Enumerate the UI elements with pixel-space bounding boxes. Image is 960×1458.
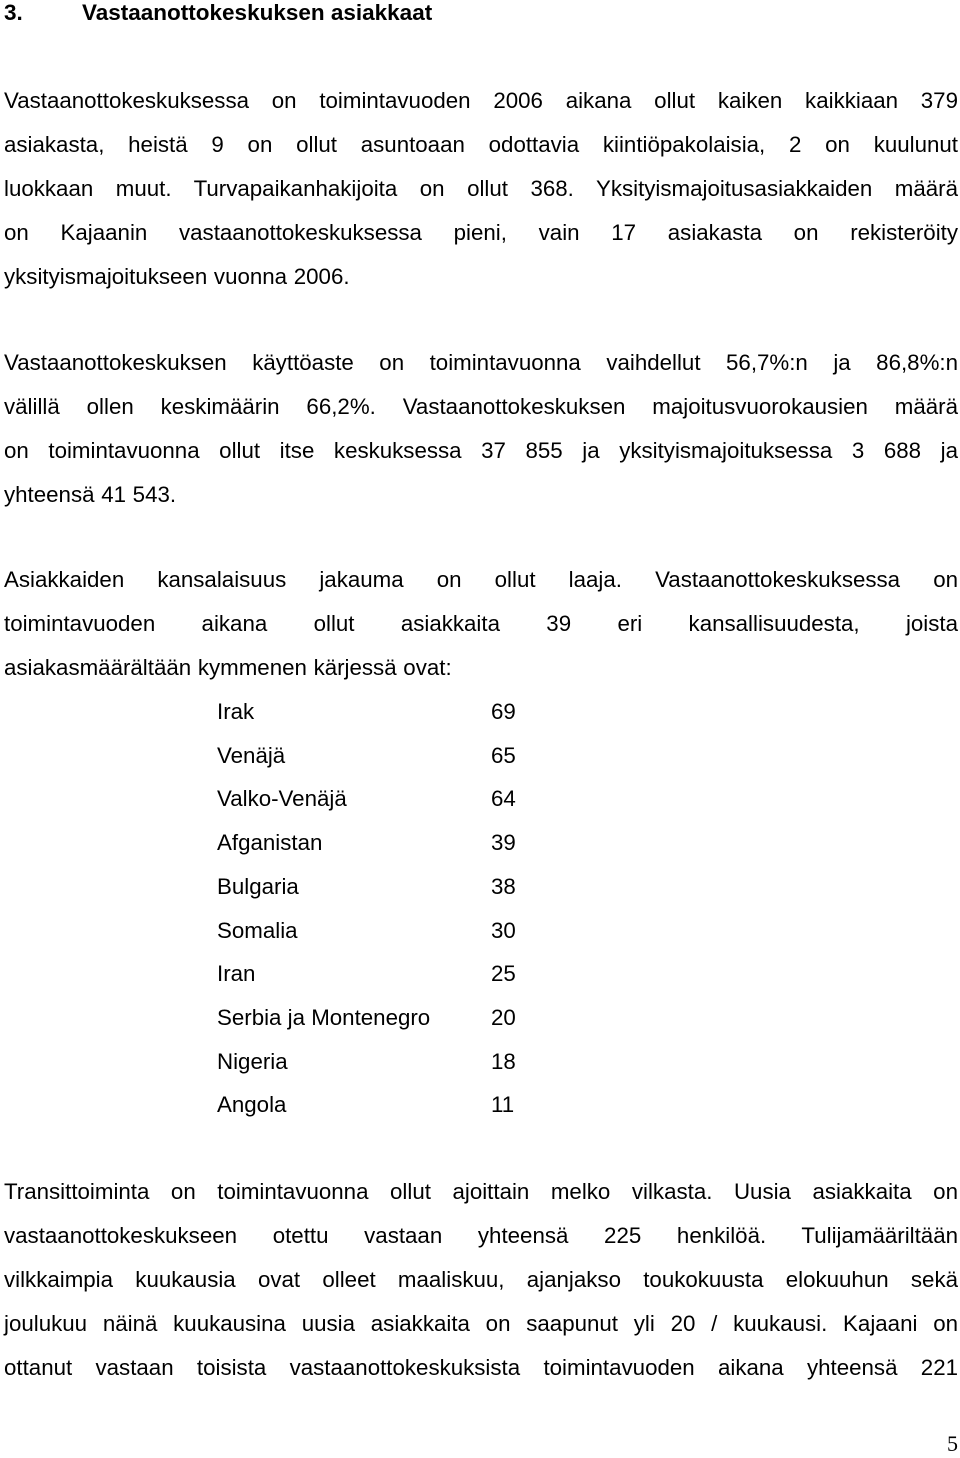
count-cell: 18 xyxy=(491,1048,516,1074)
paragraph-line: Transittoiminta on toimintavuonna ollut ajoittain melko vilkasta. Uusia asiakkaita on xyxy=(4,1179,958,1204)
paragraph-line: luokkaan muut. Turvapaikanhakijoita on ollut 368. Yksityismajoitusasiakkaiden määrä xyxy=(4,176,958,201)
country-cell: Valko-Venäjä xyxy=(217,786,347,812)
country-cell: Angola xyxy=(217,1092,287,1118)
country-cell: Nigeria xyxy=(217,1048,288,1074)
country-cell: Serbia ja Montenegro xyxy=(217,1004,431,1030)
paragraph-line: asiakasta, heistä 9 on ollut asuntoaan odottavia kiintiöpakolaisia, 2 on kuulunut xyxy=(4,132,958,157)
country-cell: Venäjä xyxy=(217,742,286,768)
count-cell: 65 xyxy=(491,742,516,768)
count-cell: 20 xyxy=(491,1004,516,1030)
paragraph-line: välillä ollen keskimäärin 66,2%. Vastaanottokeskuksen majoitusvuorokausien määrä xyxy=(4,394,958,419)
table-row xyxy=(217,690,531,734)
paragraph-line: joulukuu näinä kuukausina uusia asiakkaita on saapunut yli 20 / kuukausi. Kajaani on xyxy=(4,1311,958,1336)
paragraph-occupancy xyxy=(4,341,958,517)
country-cell: Irak xyxy=(217,699,255,724)
section-title: Vastaanottokeskuksen asiakkaat xyxy=(82,0,433,25)
country-cell: Bulgaria xyxy=(217,873,299,899)
paragraph-line: asiakasmäärältään kymmenen kärjessä ovat: xyxy=(4,655,452,680)
count-cell: 25 xyxy=(491,961,516,987)
count-cell: 39 xyxy=(491,830,516,856)
paragraph-line: on toimintavuonna ollut itse keskuksessa 37 855 ja yksityismajoituksessa 3 688 ja xyxy=(4,438,958,463)
section-heading xyxy=(4,0,432,28)
country-cell: Iran xyxy=(217,961,256,987)
paragraph-line: yksityismajoitukseen vuonna 2006. xyxy=(4,264,350,289)
paragraph-line: vastaanottokeskukseen otettu vastaan yhteensä 225 henkilöä. Tulijamääriltään xyxy=(4,1223,958,1248)
paragraph-line: Asiakkaiden kansalaisuus jakauma on ollut laaja. Vastaanottokeskuksessa on xyxy=(4,567,958,592)
nationality-table xyxy=(217,690,531,1127)
table-row xyxy=(217,821,531,865)
paragraph-line: on Kajaanin vastaanottokeskuksessa pieni, vain 17 asiakasta on rekisteröity xyxy=(4,220,958,245)
section-number: 3. xyxy=(4,0,23,25)
paragraph-line: vilkkaimpia kuukausia ovat olleet maaliskuu, ajanjakso toukokuusta elokuuhun sekä xyxy=(4,1267,958,1292)
table-row xyxy=(217,734,531,778)
table-row xyxy=(217,1040,531,1084)
country-cell: Somalia xyxy=(217,917,298,943)
paragraph-client-totals xyxy=(4,79,958,299)
count-cell: 38 xyxy=(491,873,516,899)
table-row xyxy=(217,1083,531,1127)
table-row xyxy=(217,909,531,953)
count-cell: 30 xyxy=(491,917,516,943)
paragraph-line: toimintavuoden aikana ollut asiakkaita 39 eri kansallisuudesta, joista xyxy=(4,611,958,636)
paragraph-line: Vastaanottokeskuksen käyttöaste on toimintavuonna vaihdellut 56,7%:n ja 86,8%:n xyxy=(4,350,958,375)
table-row xyxy=(217,996,531,1040)
paragraph-transit xyxy=(4,1170,958,1390)
paragraph-line: ottanut vastaan toisista vastaanottokeskuksista toimintavuoden aikana yhteensä 221 xyxy=(4,1355,958,1380)
table-row xyxy=(217,865,531,909)
paragraph-nationalities-intro xyxy=(4,558,958,690)
count-cell: 11 xyxy=(491,1092,515,1118)
paragraph-line: yhteensä 41 543. xyxy=(4,482,177,507)
country-cell: Afganistan xyxy=(217,830,323,856)
count-cell: 64 xyxy=(491,786,516,812)
table-row xyxy=(217,952,531,996)
table-row xyxy=(217,777,531,821)
paragraph-line: Vastaanottokeskuksessa on toimintavuoden 2006 aikana ollut kaiken kaikkiaan 379 xyxy=(4,88,958,113)
count-cell: 69 xyxy=(491,699,516,724)
page-number: 5 xyxy=(947,1431,958,1456)
